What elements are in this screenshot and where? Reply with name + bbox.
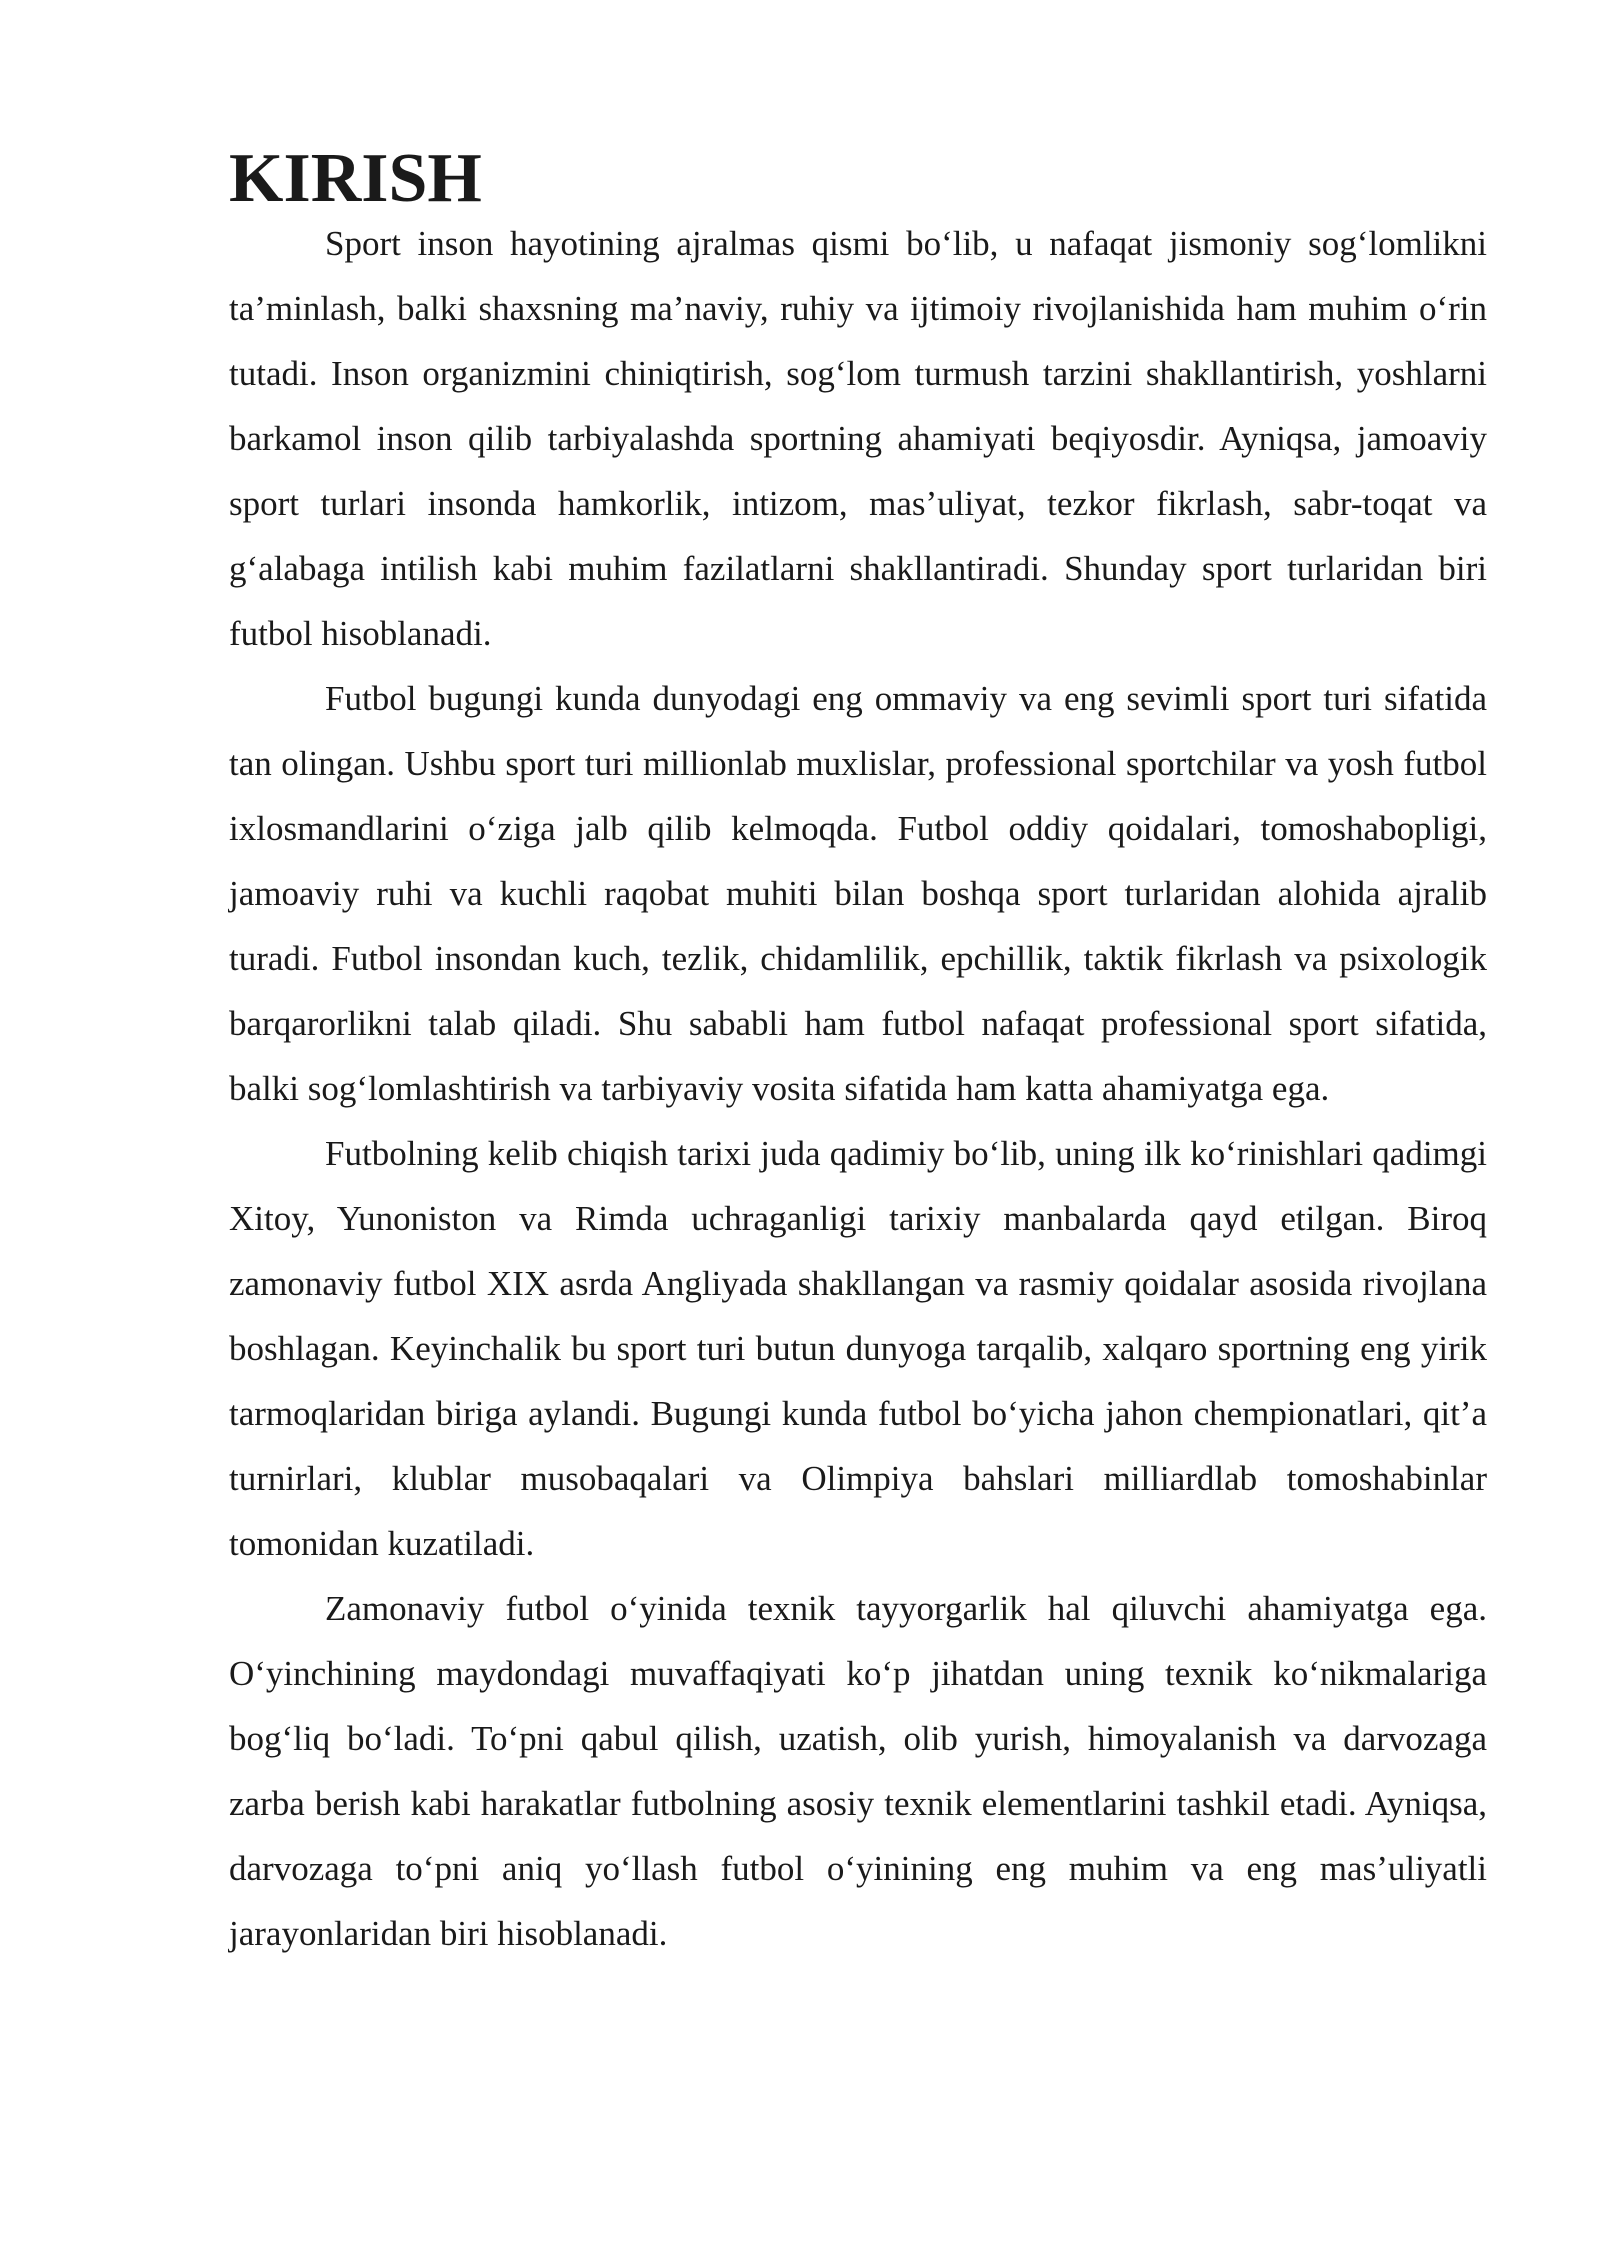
- paragraph-2: Futbol bugungi kunda dunyodagi eng ommaviy va eng sevimli sport turi sifatida tan olingan. Ushbu sport turi millionlab muxlislar, professional sportchilar va yosh futbol ixlosmandlarini o‘ziga jalb qilib kelmoqda. Futbol oddiy qoidalari, tomoshabopligi, jamoaviy ruhi va kuchli raqobat muhiti bilan boshqa sport turlaridan alohida ajralib turadi. Futbol insondan kuch, tezlik, chidamlilik, epchillik, taktik fikrlash va psixologik barqarorlikni talab qiladi. Shu sababli ham futbol nafaqat professional sport sifatida, balki sog‘lomlashtirish va tarbiyaviy vosita sifatida ham katta ahamiyatga ega.: [229, 679, 1487, 1108]
- document-body: [229, 140, 1487, 1966]
- paragraph-1: Sport inson hayotining ajralmas qismi bo‘lib, u nafaqat jismoniy sog‘lomlikni ta’minlash, balki shaxsning ma’naviy, ruhiy va ijtimoiy rivojlanishida ham muhim o‘rin tutadi. Inson organizmini chiniqtirish, sog‘lom turmush tarzini shakllantirish, yoshlarni barkamol inson qilib tarbiyalashda sportning ahamiyati beqiyosdir. Ayniqsa, jamoaviy sport turlari insonda hamkorlik, intizom, mas’uliyat, tezkor fikrlash, sabr-toqat va g‘alabaga intilish kabi muhim fazilatlarni shakllantiradi. Shunday sport turlaridan biri futbol hisoblanadi.: [229, 224, 1487, 653]
- paragraph-4: Zamonaviy futbol o‘yinida texnik tayyorgarlik hal qiluvchi ahamiyatga ega. O‘yinchining maydondagi muvaffaqiyati ko‘p jihatdan uning texnik ko‘nikmalariga bog‘liq bo‘ladi. To‘pni qabul qilish, uzatish, olib yurish, himoyalanish va darvozaga zarba berish kabi harakatlar futbolning asosiy texnik elementlarini tashkil etadi. Ayniqsa, darvozaga to‘pni aniq yo‘llash futbol o‘yinining eng muhim va eng mas’uliyatli jarayonlaridan biri hisoblanadi.: [229, 1589, 1487, 1953]
- paragraph-3: Futbolning kelib chiqish tarixi juda qadimiy bo‘lib, uning ilk ko‘rinishlari qadimgi Xitoy, Yunoniston va Rimda uchraganligi tarixiy manbalarda qayd etilgan. Biroq zamonaviy futbol XIX asrda Angliyada shakllangan va rasmiy qoidalar asosida rivojlana boshlagan. Keyinchalik bu sport turi butun dunyoga tarqalib, xalqaro sportning eng yirik tarmoqlaridan biriga aylandi. Bugungi kunda futbol bo‘yicha jahon chempionatlari, qit’a turnirlari, klublar musobaqalari va Olimpiya bahslari milliardlab tomoshabinlar tomonidan kuzatiladi.: [229, 1134, 1487, 1563]
- section-heading: KIRISH: [229, 140, 482, 217]
